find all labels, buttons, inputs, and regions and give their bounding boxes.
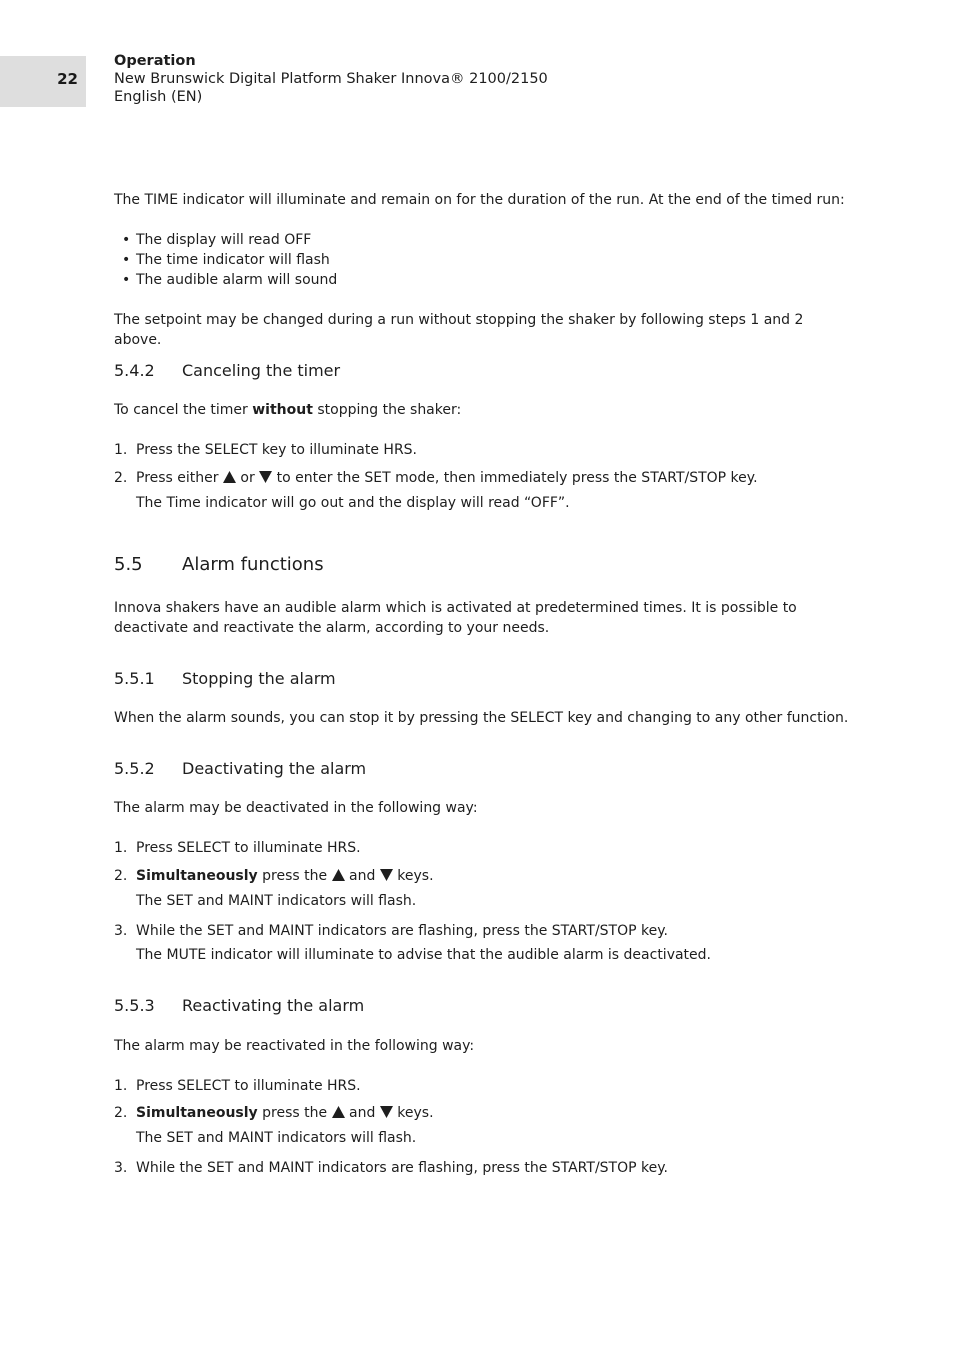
reactivate-intro: The alarm may be reactivated in the following way: [114, 1038, 475, 1054]
step-note: The MUTE indicator will illuminate to advise that the audible alarm is deactivated. [136, 947, 711, 963]
step-note: The SET and MAINT indicators will flash. [136, 893, 417, 909]
step-item: 2. Press either or to enter the SET mode, then immediately press the START/STOP key. [114, 470, 758, 486]
cancel-intro: To cancel the timer without stopping the shaker: [114, 402, 462, 418]
step-item: 2. Simultaneously press the and keys. [114, 868, 434, 884]
up-triangle-icon [223, 471, 236, 483]
up-triangle-icon [332, 869, 345, 881]
heading-reactivating-alarm: 5.5.3 Reactivating the alarm [114, 996, 365, 1015]
step-item: 3. While the SET and MAINT indicators are flashing, press the START/STOP key. [114, 1160, 668, 1176]
setpoint-paragraph: The setpoint may be changed during a run without stopping the shaker by following steps 1 and 2 above. [114, 312, 804, 348]
down-triangle-icon [380, 869, 393, 881]
list-item: • The audible alarm will sound [122, 272, 338, 288]
header-language: English (EN) [114, 89, 203, 105]
running-header [114, 52, 548, 106]
alarm-paragraph: Innova shakers have an audible alarm which is activated at predetermined times. It is possible to deactivate and reactivate the alarm, according to your needs. [114, 600, 797, 636]
stopping-paragraph: When the alarm sounds, you can stop it by pressing the SELECT key and changing to any other function. [114, 710, 849, 726]
step-note: The Time indicator will go out and the display will read “OFF”. [136, 495, 570, 511]
up-triangle-icon [332, 1106, 345, 1118]
heading-deactivating-alarm: 5.5.2 Deactivating the alarm [114, 759, 367, 778]
header-product: New Brunswick Digital Platform Shaker Innova® 2100/2150 [114, 71, 548, 87]
list-item: • The display will read OFF [122, 232, 312, 248]
heading-canceling-timer: 5.4.2 Canceling the timer [114, 361, 341, 380]
step-item: 1. Press the SELECT key to illuminate HRS. [114, 442, 418, 458]
heading-alarm-functions: 5.5 Alarm functions [114, 554, 324, 575]
down-triangle-icon [380, 1106, 393, 1118]
down-triangle-icon [259, 471, 272, 483]
step-note: The SET and MAINT indicators will flash. [136, 1130, 417, 1146]
step-item: 1. Press SELECT to illuminate HRS. [114, 1078, 361, 1094]
heading-stopping-alarm: 5.5.1 Stopping the alarm [114, 669, 336, 688]
step-item: 3. While the SET and MAINT indicators are flashing, press the START/STOP key. [114, 923, 668, 939]
page-number: 22 [57, 70, 78, 88]
list-item: • The time indicator will flash [122, 252, 330, 268]
header-section: Operation [114, 53, 196, 69]
intro-paragraph: The TIME indicator will illuminate and remain on for the duration of the run. At the end of the timed run: [114, 192, 845, 208]
step-item: 1. Press SELECT to illuminate HRS. [114, 840, 361, 856]
step-item: 2. Simultaneously press the and keys. [114, 1105, 434, 1121]
deactivate-intro: The alarm may be deactivated in the following way: [114, 800, 478, 816]
